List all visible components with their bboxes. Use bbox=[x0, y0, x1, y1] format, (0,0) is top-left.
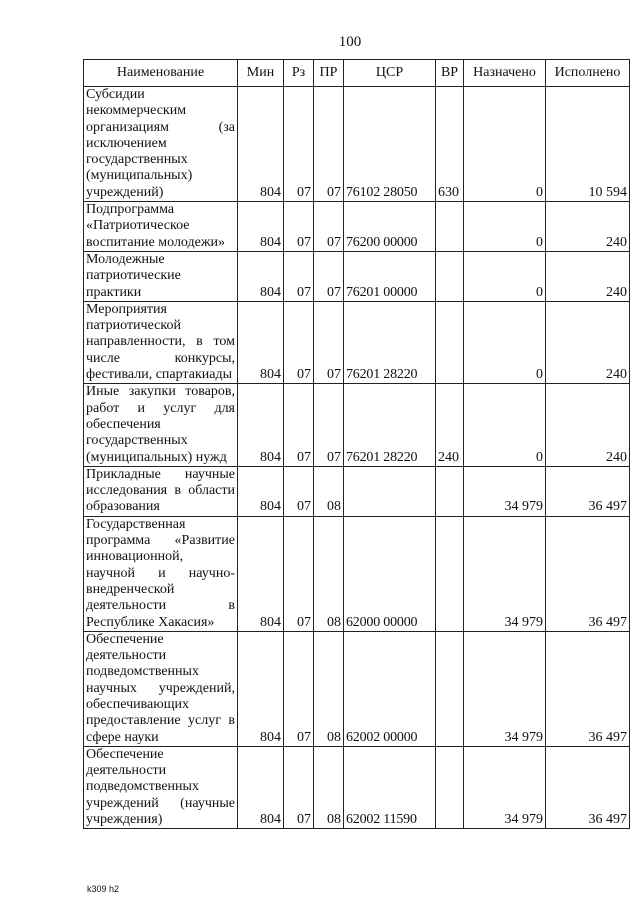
table-row bbox=[84, 384, 630, 466]
row-min: 804 bbox=[238, 251, 284, 301]
row-min: 804 bbox=[238, 87, 284, 202]
row-assigned: 34 979 bbox=[464, 746, 546, 828]
table-header-row bbox=[84, 60, 630, 87]
row-rz: 07 bbox=[284, 251, 314, 301]
budget-table bbox=[83, 59, 630, 829]
row-executed: 240 bbox=[546, 251, 630, 301]
table-row bbox=[84, 631, 630, 746]
row-min: 804 bbox=[238, 202, 284, 252]
row-assigned: 34 979 bbox=[464, 516, 546, 631]
table-row bbox=[84, 301, 630, 383]
row-pr: 08 bbox=[314, 516, 344, 631]
row-rz: 07 bbox=[284, 466, 314, 516]
row-assigned: 0 bbox=[464, 301, 546, 383]
row-rz: 07 bbox=[284, 631, 314, 746]
row-vr bbox=[436, 746, 464, 828]
row-min: 804 bbox=[238, 631, 284, 746]
row-csr: 76200 00000 bbox=[344, 202, 436, 252]
row-assigned: 0 bbox=[464, 87, 546, 202]
row-name: Подпрограмма «Патриотическое воспитание молодежи» bbox=[84, 202, 238, 252]
row-rz: 07 bbox=[284, 384, 314, 466]
header-vr: ВР bbox=[436, 60, 464, 87]
header-csr: ЦСР bbox=[344, 60, 436, 87]
row-vr bbox=[436, 202, 464, 252]
row-pr: 07 bbox=[314, 251, 344, 301]
row-min: 804 bbox=[238, 516, 284, 631]
row-name: Молодежные патриотические практики bbox=[84, 251, 238, 301]
table-row bbox=[84, 202, 630, 252]
row-name: Государственная программа «Развитие инновационной, научной и научно-внедренческой деятельности в Республике Хакасия» bbox=[84, 516, 238, 631]
row-pr: 07 bbox=[314, 87, 344, 202]
table-row bbox=[84, 251, 630, 301]
row-executed: 36 497 bbox=[546, 516, 630, 631]
row-rz: 07 bbox=[284, 301, 314, 383]
table-row bbox=[84, 466, 630, 516]
table-row bbox=[84, 746, 630, 828]
page-number: 100 bbox=[338, 34, 362, 50]
row-name: Обеспечение деятельности подведомственных научных учреждений, обеспечивающих предоставление услуг в сфере науки bbox=[84, 631, 238, 746]
row-min: 804 bbox=[238, 384, 284, 466]
row-pr: 08 bbox=[314, 631, 344, 746]
row-vr: 630 bbox=[436, 87, 464, 202]
row-min: 804 bbox=[238, 746, 284, 828]
row-vr bbox=[436, 466, 464, 516]
row-vr bbox=[436, 516, 464, 631]
row-assigned: 34 979 bbox=[464, 631, 546, 746]
row-vr: 240 bbox=[436, 384, 464, 466]
row-min: 804 bbox=[238, 301, 284, 383]
row-rz: 07 bbox=[284, 746, 314, 828]
row-name: Обеспечение деятельности подведомственных учреждений (научные учреждения) bbox=[84, 746, 238, 828]
row-csr: 76201 28220 bbox=[344, 301, 436, 383]
row-csr: 76201 28220 bbox=[344, 384, 436, 466]
header-assigned: Назначено bbox=[464, 60, 546, 87]
header-name: Наименование bbox=[84, 60, 238, 87]
row-assigned: 34 979 bbox=[464, 466, 546, 516]
row-vr bbox=[436, 251, 464, 301]
row-pr: 08 bbox=[314, 746, 344, 828]
row-csr: 76102 28050 bbox=[344, 87, 436, 202]
row-executed: 36 497 bbox=[546, 466, 630, 516]
header-min: Мин bbox=[238, 60, 284, 87]
header-executed: Исполнено bbox=[546, 60, 630, 87]
row-rz: 07 bbox=[284, 202, 314, 252]
row-pr: 08 bbox=[314, 466, 344, 516]
row-csr: 62000 00000 bbox=[344, 516, 436, 631]
row-min: 804 bbox=[238, 466, 284, 516]
row-executed: 10 594 bbox=[546, 87, 630, 202]
row-vr bbox=[436, 301, 464, 383]
row-name: Субсидии некоммерческим организациям (за исключением государственных (муниципальных) учреждений) bbox=[84, 87, 238, 202]
table-row bbox=[84, 516, 630, 631]
table-row bbox=[84, 87, 630, 202]
row-csr bbox=[344, 466, 436, 516]
row-pr: 07 bbox=[314, 301, 344, 383]
row-executed: 240 bbox=[546, 301, 630, 383]
header-rz: Рз bbox=[284, 60, 314, 87]
footer-code: k309 h2 bbox=[87, 884, 120, 894]
header-pr: ПР bbox=[314, 60, 344, 87]
row-rz: 07 bbox=[284, 516, 314, 631]
row-name: Прикладные научные исследования в области образования bbox=[84, 466, 238, 516]
row-pr: 07 bbox=[314, 202, 344, 252]
row-pr: 07 bbox=[314, 384, 344, 466]
row-executed: 36 497 bbox=[546, 746, 630, 828]
row-assigned: 0 bbox=[464, 202, 546, 252]
row-executed: 36 497 bbox=[546, 631, 630, 746]
row-assigned: 0 bbox=[464, 384, 546, 466]
row-assigned: 0 bbox=[464, 251, 546, 301]
row-rz: 07 bbox=[284, 87, 314, 202]
row-name: Мероприятия патриотической направленности, в том числе конкурсы, фестивали, спартакиады bbox=[84, 301, 238, 383]
row-executed: 240 bbox=[546, 384, 630, 466]
row-name: Иные закупки товаров, работ и услуг для обеспечения государственных (муниципальных) нужд bbox=[84, 384, 238, 466]
row-csr: 62002 00000 bbox=[344, 631, 436, 746]
row-csr: 76201 00000 bbox=[344, 251, 436, 301]
row-vr bbox=[436, 631, 464, 746]
row-csr: 62002 11590 bbox=[344, 746, 436, 828]
row-executed: 240 bbox=[546, 202, 630, 252]
